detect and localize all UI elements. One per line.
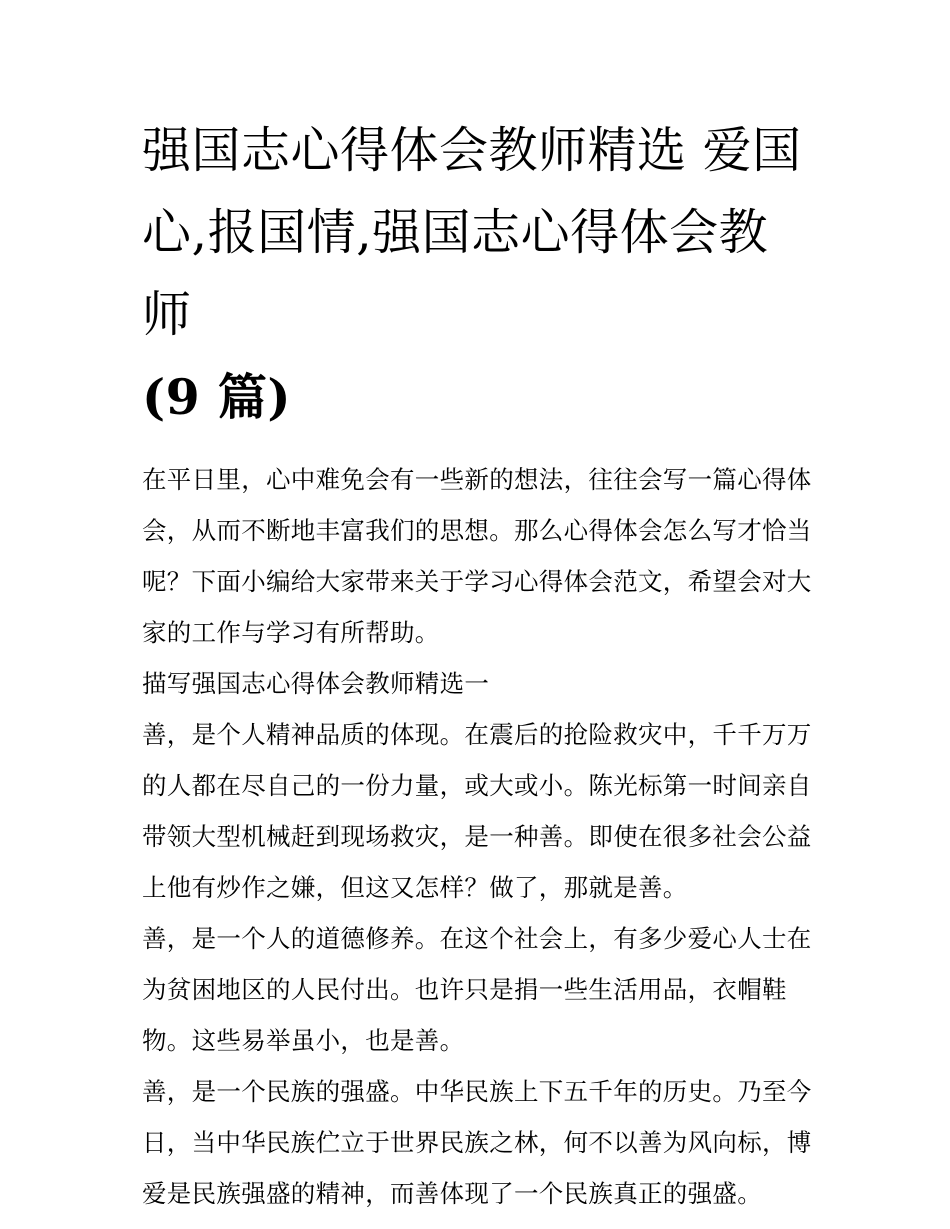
title-line-1: 强国志心得体会教师精选 爱国 <box>142 122 802 179</box>
body-paragraph-1: 善，是个人精神品质的体现。在震后的抢险救灾中，千千万万的人都在尽自己的一份力量，或大或小。陈光标第一时间亲自带领大型机械赶到现场救灾，是一种善。即使在很多社会公益上他有炒作之嫌，但这又怎样？做了，那就是善。 <box>142 720 812 902</box>
document-page <box>142 110 814 1219</box>
section-heading: 描写强国志心得体会教师精选一 <box>142 669 490 698</box>
body-paragraph-2: 善，是一个人的道德修养。在这个社会上，有多少爱心人士在为贫困地区的人民付出。也许只是捐一些生活用品，衣帽鞋物。这些易举虽小，也是善。 <box>142 924 812 1055</box>
title-line-3: (9 篇) <box>142 368 292 426</box>
document-title <box>142 110 814 438</box>
title-line-2: 心,报国情,强国志心得体会教师 <box>142 204 769 343</box>
body-paragraph-3: 善，是一个民族的强盛。中华民族上下五千年的历史。乃至今日，当中华民族伫立于世界民族之林，何不以善为风向标，博爱是民族强盛的精神，而善体现了一个民族真正的强盛。 <box>142 1077 812 1208</box>
intro-paragraph: 在平日里，心中难免会有一些新的想法，往往会写一篇心得体会，从而不断地丰富我们的思想。那么心得体会怎么写才恰当呢？下面小编给大家带来关于学习心得体会范文，希望会对大家的工作与学习有所帮助。 <box>142 465 812 647</box>
